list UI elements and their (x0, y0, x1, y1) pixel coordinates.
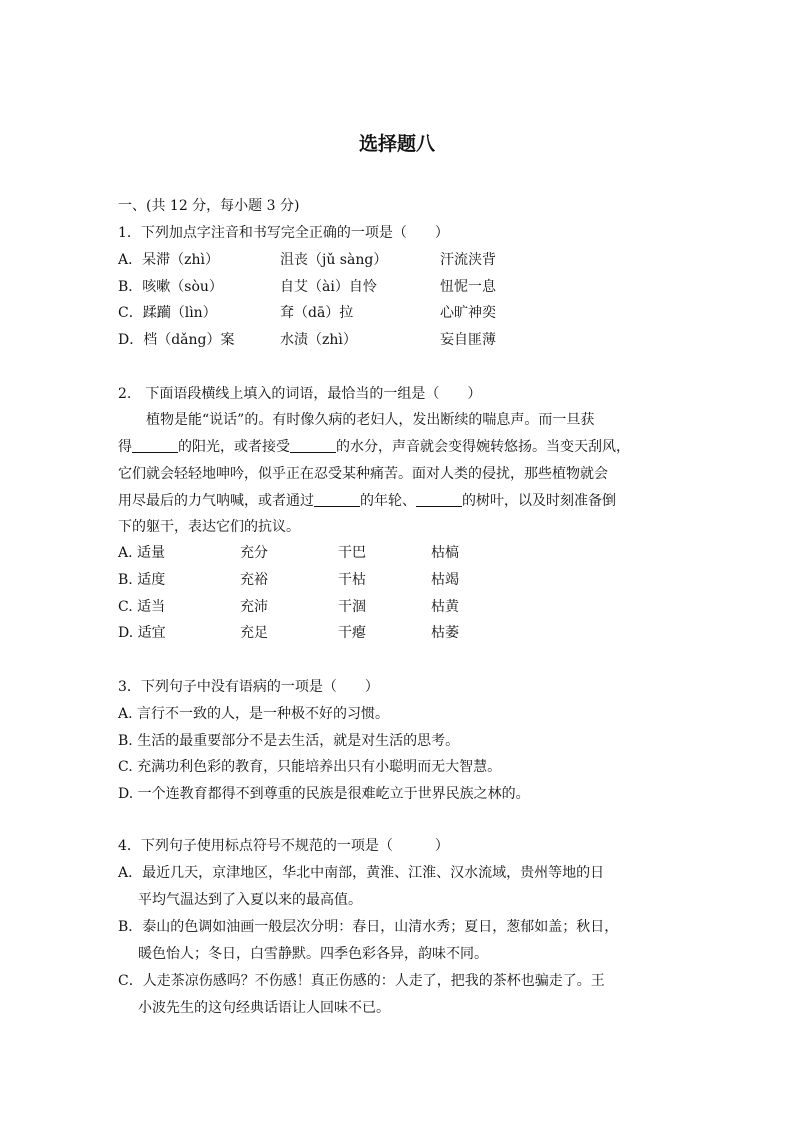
question-3-option-a: A. 言行不一致的人，是一种极不好的习惯。 (118, 706, 390, 722)
question-4-option-c-line-2: 小波先生的这句经典话语让人回味不已。 (138, 1000, 390, 1016)
section-header: 一、(共 12 分，每小题 3 分) (118, 198, 300, 214)
question-1-option-a: A．呆滞（zhì） 沮丧（jǔ sàng） 汗流浃背 (118, 252, 496, 268)
question-1-option-c: C．蹂躏（lìn） 耷（dā）拉 心旷神奕 (118, 305, 496, 321)
question-2-stem: 2. 下面语段横线上填入的词语，最恰当的一组是（ ） (118, 386, 482, 402)
question-1-stem: 1．下列加点字注音和书写完全正确的一项是（ ） (118, 225, 449, 241)
question-3-option-d: D. 一个连教育都得不到尊重的民族是很难屹立于世界民族之林的。 (118, 786, 530, 802)
question-4-option-a-line-1: A．最近几天，京津地区，华北中南部，黄淮、江淮、汉水流域，贵州等地的日 (118, 865, 605, 881)
question-2-option-c: C. 适当 充沛 干涸 枯黄 (118, 599, 459, 615)
question-2-option-d: D. 适宜 充足 干瘪 枯萎 (118, 625, 459, 641)
question-2-passage-line-1: 植物是能“说话”的。有时像久病的老妇人，发出断续的喘息声。而一旦获 (146, 412, 595, 428)
question-2-passage-line-2: 得 的阳光，或者接受 的水分，声音就会变得婉转悠扬。当变天刮风， (118, 434, 688, 460)
question-4-option-a-line-2: 平均气温达到了入夏以来的最高值。 (138, 892, 362, 908)
question-2-passage-line-4: 用尽最后的力气呐喊，或者通过 的年轮、 的树叶，以及时刻准备倒 (118, 488, 688, 514)
question-2-passage-line-5: 下的躯干，表达它们的抗议。 (118, 519, 300, 535)
question-4-option-b-line-2: 暖色怡人；冬日，白雪静默。四季色彩各异，韵味不同。 (138, 946, 488, 962)
question-3-option-b: B. 生活的最重要部分不是去生活，就是对生活的思考。 (118, 733, 460, 749)
question-3-option-c: C. 充满功利色彩的教育，只能培养出只有小聪明而无大智慧。 (118, 759, 502, 775)
fill-blank (416, 488, 462, 507)
question-2-option-a: A. 适量 充分 干巴 枯槁 (118, 545, 459, 561)
page-title: 选择题八 (358, 133, 435, 155)
question-4-option-c-line-1: C．人走茶凉伤感吗？不伤感！真正伤感的：人走了，把我的茶杯也骗走了。王 (118, 973, 605, 989)
question-2-option-b: B. 适度 充裕 干枯 枯竭 (118, 572, 459, 588)
fill-blank (314, 488, 360, 507)
question-2-passage-line-3: 它们就会轻轻地呻吟，似乎正在忍受某种痛苦。面对人类的侵扰，那些植物就会 (118, 466, 608, 482)
fill-blank (132, 434, 178, 453)
question-4-option-b-line-1: B．泰山的色调如油画一般层次分明：春日，山清水秀；夏日，葱郁如盖；秋日， (118, 919, 619, 935)
question-1-option-d: D．档（dǎng）案 水渍（zhì） 妄自匪薄 (118, 332, 496, 348)
question-1-option-b: B．咳嗽（sòu） 自艾（ài）自怜 忸怩一息 (118, 279, 496, 295)
fill-blank (290, 434, 336, 453)
question-4-stem: 4．下列句子使用标点符号不规范的一项是（ ） (118, 838, 449, 854)
question-3-stem: 3．下列句子中没有语病的一项是（ ） (118, 679, 379, 695)
